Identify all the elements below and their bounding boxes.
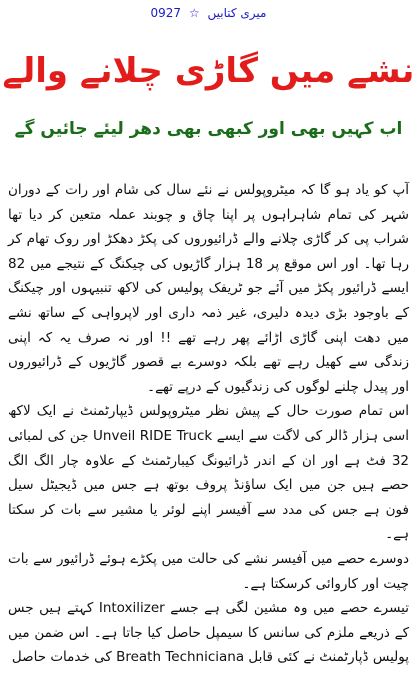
paragraph-2: اس تمام صورت حال کے پیش نظر میٹروپولس ڈیپارٹمنٹ نے ایک لاکھ اسی ہزار ڈالر کی لاگت سے ایسے Unveil RIDE Truck جن کی لمبائی 32 فٹ ہے اور ان کے اندر ڈرائیونگ کیبارٹمنٹ کے علاوہ چار الگ الگ حصے ہیں جن میں ایک ساؤنڈ پروف بوتھ ہے جس میں ڈیجیٹل سیل فون ہے جس کی مدد سے آفیسر اپنے لوئر یا مشیر سے بات کر سکتا ہے۔ — [8, 403, 409, 543]
article-title: نشے میں گاڑی چلانے والے — [2, 51, 415, 91]
article-subtitle: اب کہیں بھی اور کبھی بھی دھر لیئے جائیں گے — [14, 119, 403, 139]
paragraph-1: آپ کو یاد ہو گا کہ میٹروپولس نے نئے سال کی شام اور رات کے دوران شہر کی تمام شاہراہوں پر اپنا چاق و چوبند عملہ متعین کر دیا تھا شراب پی کر گاڑی چلانے والے ڈرائیوروں کی پکڑ دھکڑ اور روک تھام کر رہا تھا۔ اور اس موقع پر 18 ہزار گاڑیوں کی چیکنگ کے نتیجے میں 82 ایسے ڈرائیور پکڑ میں آئے جو ٹریفک پولیس کی لاکھ تنبیہوں اور چیکنگ کے باوجود بڑی دیدہ دلیری، غیر ذمہ داری اور لاپرواہی کے ساتھ نشے میں دھت اپنی گاڑی اڑائے پھر رہے تھے !! اور نہ صرف یہ کہ اپنی زندگی سے کھیل رہے تھے بلکہ دوسرے بے قصور گاڑیوں کے ڈرائیوروں اور پیدل چلنے لوگوں کی زندگیوں کے درپے تھے۔ — [8, 182, 409, 395]
page-header — [0, 6, 417, 20]
paragraph-3: دوسرے حصے میں آفیسر نشے کی حالت میں پکڑے ہوئے ڈرائیور سے بات چیت اور کاروائی کرسکتا ہے۔ — [8, 550, 409, 592]
star-icon: ☆ — [188, 6, 200, 20]
book-name: میری کتابیں — [207, 6, 267, 20]
article-body — [8, 178, 409, 670]
page-number: 0927 — [150, 6, 182, 20]
paragraph-4: تیسرے حصے میں وہ مشین لگی ہے جسے Intoxilizer کہتے ہیں جس کے ذریعے ملزم کی سانس کا سیمپل حاصل کیا جاتا ہے۔ اس ضمن میں پولیس ڈپارٹمنٹ نے کئی قابل Breath Techniciana کی خدمات حاصل — [8, 600, 409, 666]
